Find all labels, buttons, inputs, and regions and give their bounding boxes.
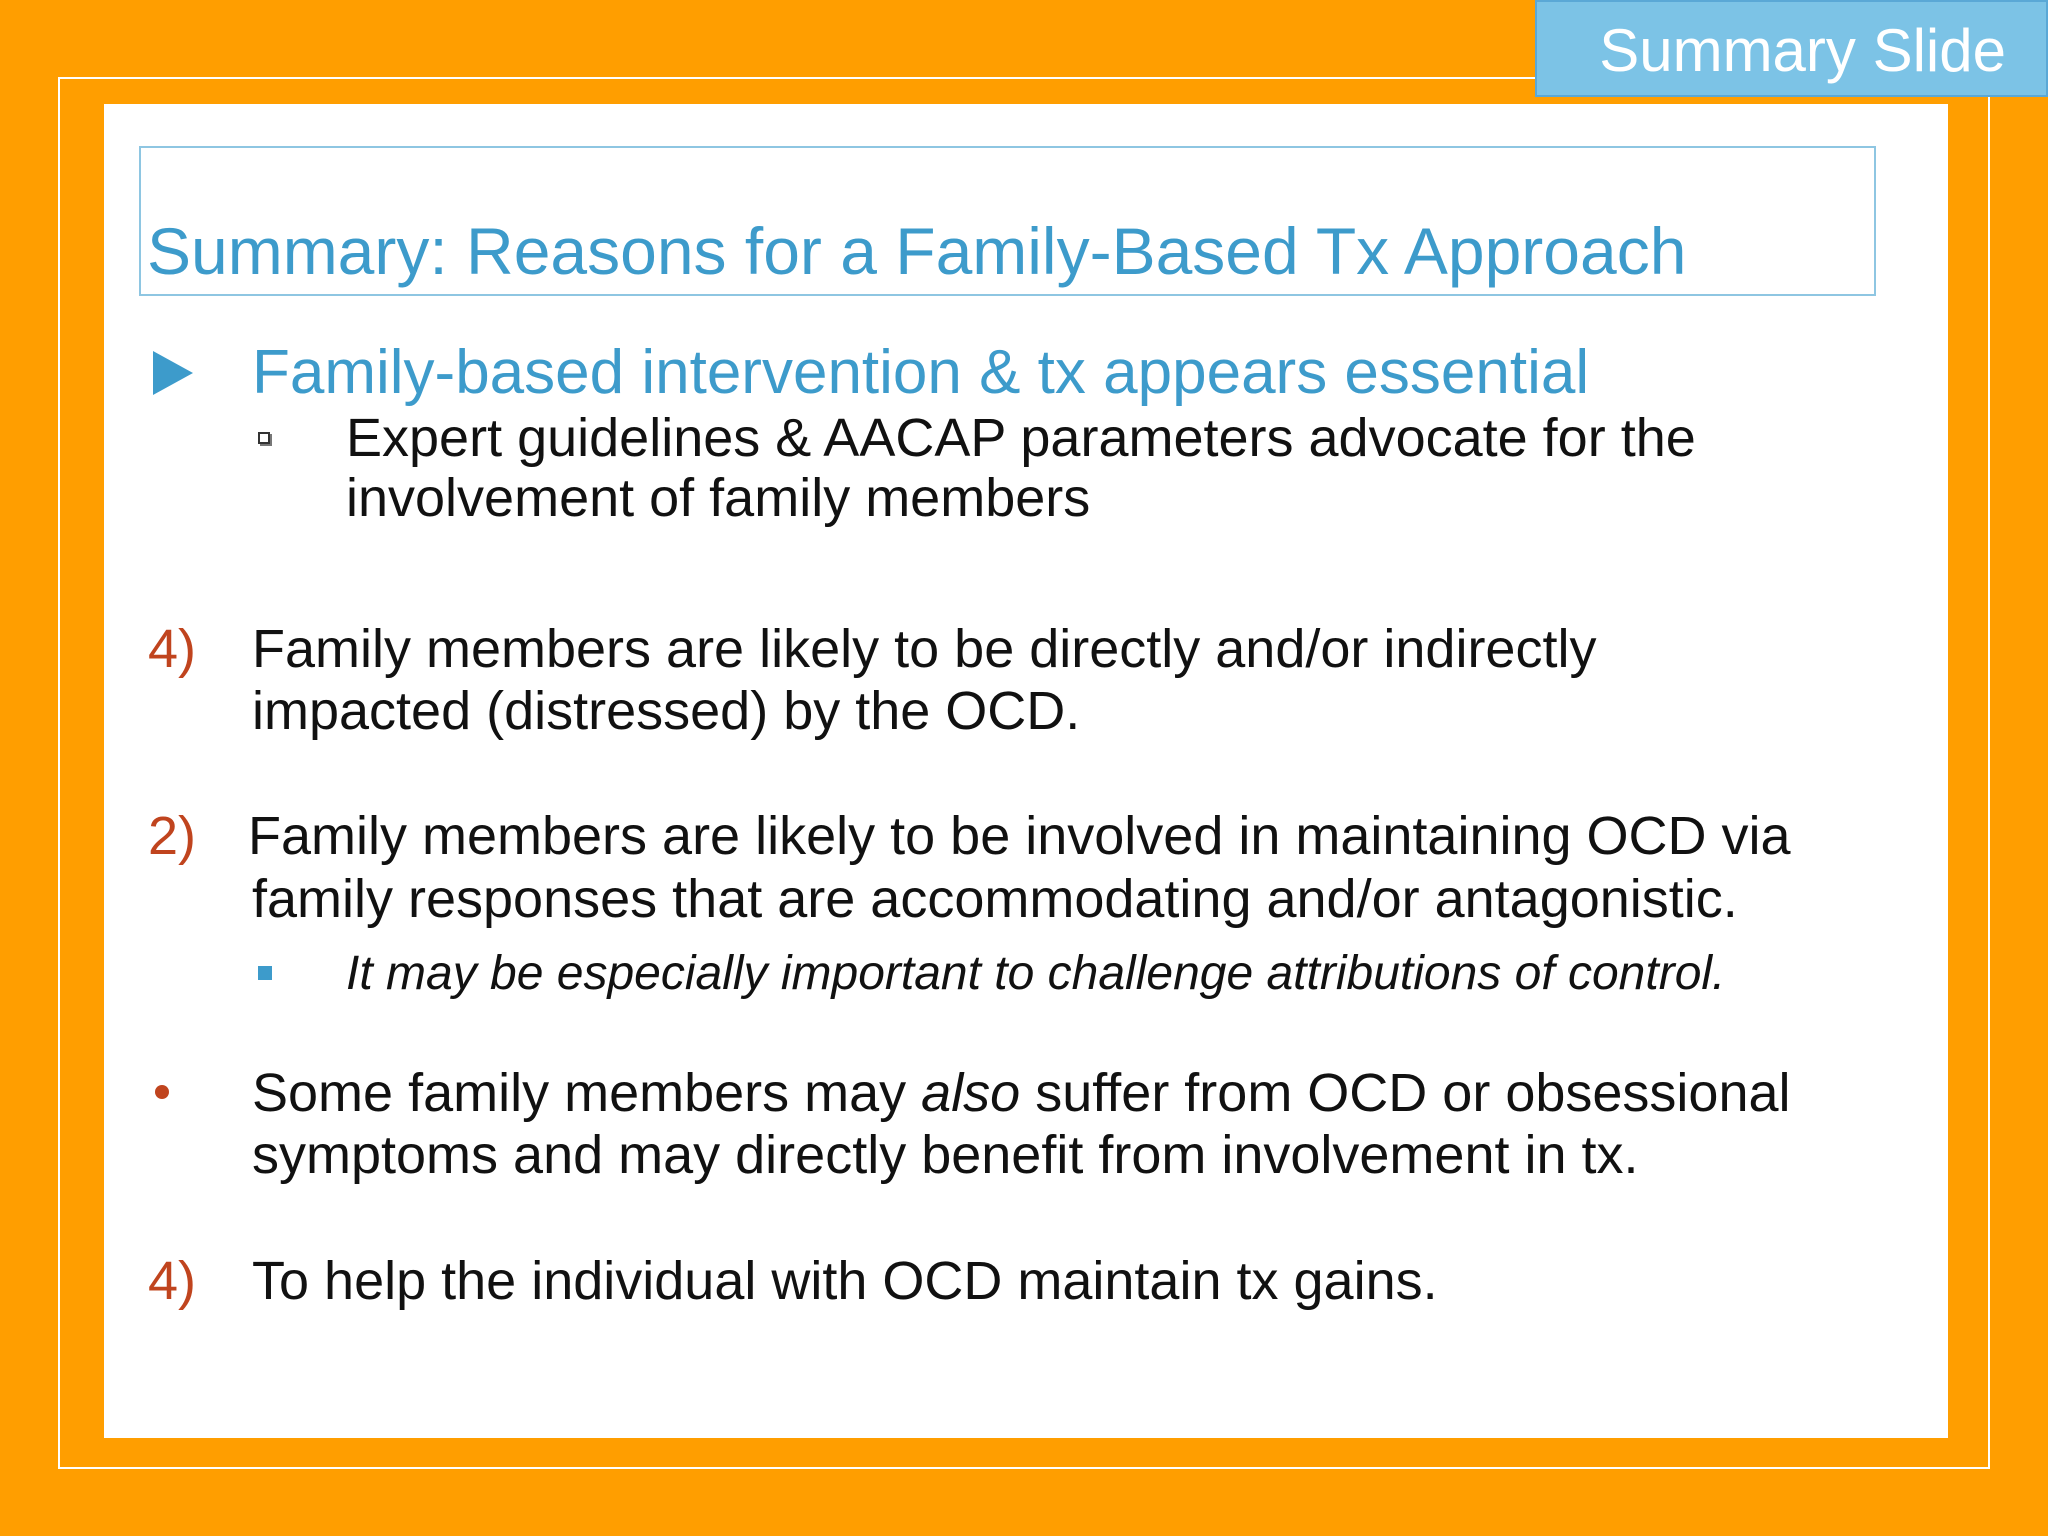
triangle-bullet-icon	[153, 351, 193, 395]
slide-card	[104, 104, 1948, 1438]
sub-point-line-2: involvement of family members	[346, 468, 1091, 528]
item-2-line-2: family responses that are accommodating and/or antagonistic.	[252, 869, 1738, 929]
item-3-line-1-start: Some family members may	[252, 1063, 922, 1123]
item-2-note: It may be especially important to challenge attributions of control.	[346, 947, 1726, 1000]
item-4-marker: 4)	[148, 1251, 197, 1311]
item-3-line-2: symptoms and may directly benefit from involvement in tx.	[252, 1125, 1639, 1185]
item-2-line-1: Family members are likely to be involved in maintaining OCD via	[248, 806, 1791, 866]
item-4-line-1: To help the individual with OCD maintain tx gains.	[252, 1251, 1438, 1311]
item-3-emphasis: also	[921, 1063, 1021, 1123]
slide-title: Summary: Reasons for a Family-Based Tx Approach	[147, 214, 1687, 288]
sub-point-line-1: Expert guidelines & AACAP parameters advocate for the	[346, 408, 1696, 468]
blue-square-bullet-icon	[258, 966, 272, 980]
item-1-line-1: Family members are likely to be directly and/or indirectly	[252, 619, 1597, 679]
item-1-marker: 4)	[148, 619, 197, 679]
hollow-square-bullet-icon	[258, 432, 270, 444]
headline-text: Family-based intervention & tx appears essential	[252, 338, 1590, 407]
item-3-line-1	[252, 1062, 1791, 1125]
item-1-line-2: impacted (distressed) by the OCD.	[252, 681, 1081, 741]
item-3-line-1-end: suffer from OCD or obsessional	[1020, 1063, 1791, 1123]
round-bullet-icon	[155, 1085, 169, 1099]
item-2-marker: 2)	[148, 806, 197, 866]
summary-slide-tab[interactable]: Summary Slide	[1535, 0, 2048, 97]
